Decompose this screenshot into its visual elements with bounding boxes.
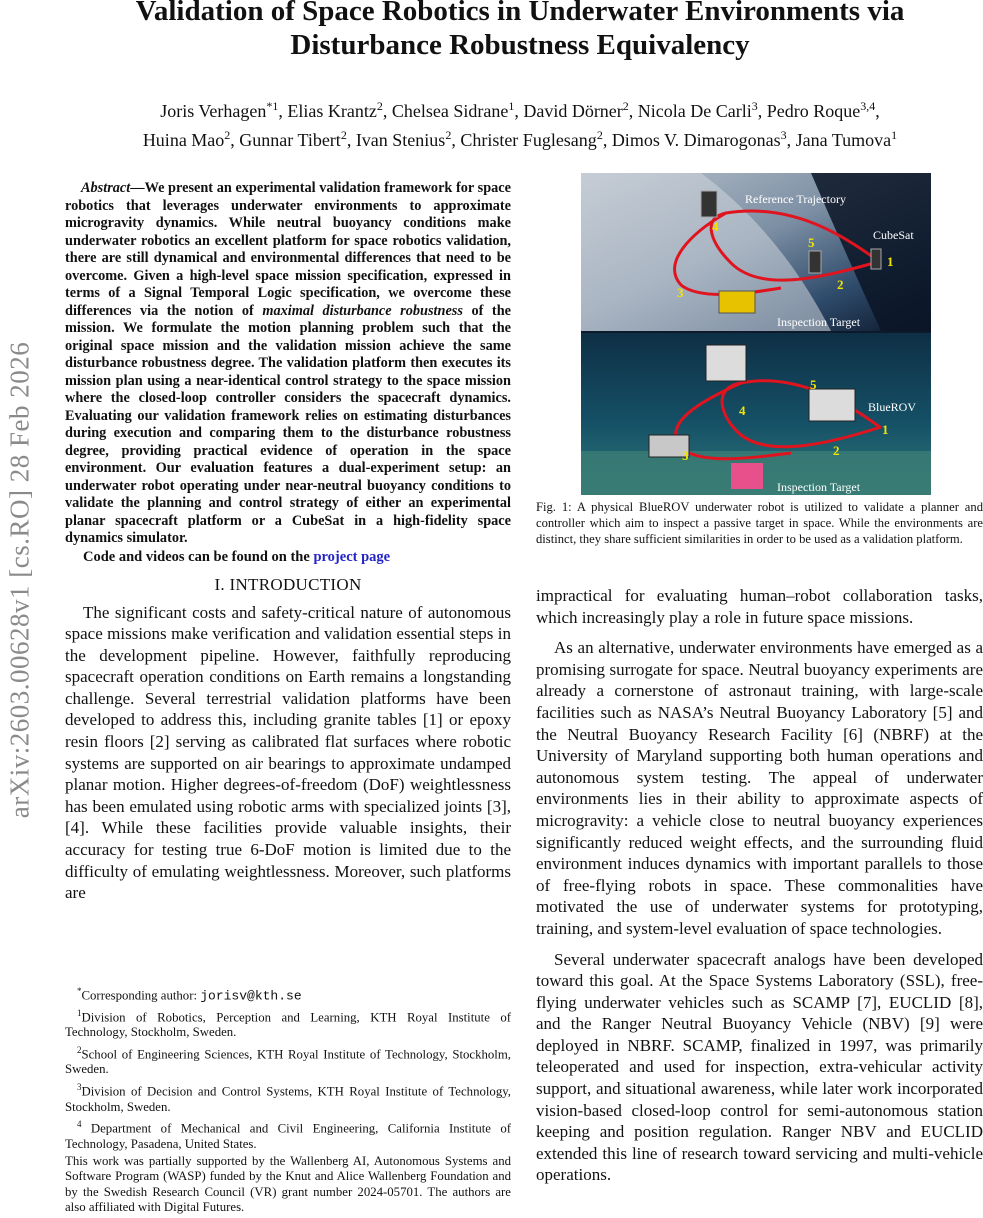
footnote-marker: 4 — [77, 1118, 82, 1129]
paper-title: Validation of Space Robotics in Underwater Environments via Disturbance Robustness Equivalency — [135, 0, 905, 61]
author-affiliation-marker: 2 — [340, 128, 347, 142]
code-availability — [65, 549, 511, 566]
right-column — [536, 585, 983, 1195]
bluerov-pose-4 — [706, 345, 746, 381]
author-affiliation-marker: 2 — [376, 99, 383, 113]
footnote-marker: 1 — [77, 1007, 82, 1018]
figure-1 — [581, 173, 931, 495]
footnote-text: Corresponding author: — [81, 988, 201, 1003]
abstract — [65, 180, 511, 548]
spacecraft-pose-4 — [701, 191, 717, 217]
author-name: Pedro Roque — [766, 101, 861, 121]
waypoint-1-space: 1 — [887, 254, 894, 269]
corresponding-email[interactable]: jorisv@kth.se — [200, 988, 302, 1004]
author-affiliation-marker: 2 — [622, 99, 629, 113]
waypoint-2-underwater: 2 — [833, 443, 840, 458]
footnote-marker: 3 — [77, 1081, 82, 1092]
cubesat-shape — [871, 249, 881, 269]
label-cubesat: CubeSat — [873, 228, 914, 242]
author-affiliation-marker: 3 — [780, 128, 787, 142]
footnote-text: Division of Decision and Control Systems, KTH Royal Institute of Technology, Stockholm, Sweden. — [65, 1084, 511, 1114]
author-affiliation-marker: 1 — [891, 128, 898, 142]
author-name: Huina Mao — [142, 130, 225, 150]
footnote-affiliation-2 — [65, 1043, 511, 1078]
author-affiliation-marker: 3,4 — [860, 99, 876, 113]
bluerov-pose-5 — [809, 389, 855, 421]
waypoint-5-underwater: 5 — [810, 377, 817, 392]
abstract-emphasis: maximal disturbance robustness — [262, 302, 463, 319]
abstract-label: Abstract — [81, 180, 131, 196]
waypoint-1-underwater: 1 — [882, 422, 889, 437]
author-name: David Dörner — [523, 101, 623, 121]
author-name: Gunnar Tibert — [239, 130, 341, 150]
author-name: Elias Krantz — [287, 101, 377, 121]
figure-1-illustration — [581, 173, 931, 495]
author-name: Jana Tumova — [795, 130, 892, 150]
intro-paragraph-1-continued: impractical for evaluating human–robot collaboration tasks, which increasingly play a role in future space missions. — [536, 586, 983, 627]
waypoint-3-underwater: 3 — [682, 448, 689, 463]
section-heading-introduction: I. INTRODUCTION — [214, 574, 362, 594]
waypoint-2-space: 2 — [837, 277, 844, 292]
intro-paragraph-1: The significant costs and safety-critical nature of autonomous space missions make verification and validation essential steps in the development pipeline. However, faithfully reproducing spacecraft operation conditions on Earth remains a longstanding challenge. Several terrestrial validation platforms have been developed to address this, including granite tables [1] or epoxy resin floors [2] serving as calibrated flat surfaces where robotic systems are supported on air bearings to approximate undamped planar motion. Higher degrees-of-freedom (DoF) weightlessness has been emulated using robotic arms with specialized joints [3], [4]. While these facilities provide valuable insights, their accuracy for testing true 6-DoF motion is limited due to the difficulty of emulating weightlessness. Moreover, such platforms are — [65, 602, 511, 903]
author-affiliation-marker: 2 — [596, 128, 603, 142]
waypoint-4-underwater: 4 — [739, 403, 746, 418]
author-name: Nicola De Carli — [637, 101, 752, 121]
label-inspection-target-space: Inspection Target — [777, 315, 861, 329]
author-name: Christer Fuglesang — [460, 130, 597, 150]
label-reference-trajectory: Reference Trajectory — [745, 192, 846, 206]
arxiv-sidebar — [0, 250, 40, 910]
author-affiliation-marker: *1 — [266, 99, 279, 113]
footnote-corresponding — [65, 984, 511, 1004]
footnote-text: Department of Mechanical and Civil Engineering, California Institute of Technology, Pasadena, United States. — [65, 1121, 511, 1151]
author-affiliation-marker: 3 — [751, 99, 758, 113]
code-availability-text: Code and videos can be found on the — [83, 548, 314, 565]
author-name: Ivan Stenius — [355, 130, 446, 150]
project-page-link[interactable]: project page — [313, 548, 391, 565]
label-bluerov: BlueROV — [868, 400, 916, 414]
intro-paragraph-2: As an alternative, underwater environments have emerged as a promising surrogate for space. Neutral buoyancy experiments are already a cornerstone of astronaut training, with large-scale facilities such as NASA’s Neutral Buoyancy Laboratory [5] and the Neutral Buoyancy Research Facility [6] (NBRF) at the University of Maryland supporting both human operations and autonomous system testing. The appeal of underwater environments lies in their ability to approximate aspects of microgravity: a vehicle close to neutral buoyancy experiences significantly reduced weight effects, and the surrounding fluid environment induces dynamics with important parallels to those of free-flying robots in space. These commonalities have motivated the use of underwater systems for prototyping, training, and system-level evaluation of space technologies. — [536, 638, 983, 938]
abstract-text-1: We present an experimental validation framework for space robotics that leverages underwater environments to approximate microgravity dynamics. While neutral buoyancy conditions make underwater robotics an excellent platform for space robotics validation, there are still dynamical and environmental differences that need to be overcome. Given a high-level space mission specification, expressed in terms of a Signal Temporal Logic specification, we overcome these differences via the notion of — [65, 180, 511, 319]
spacecraft-pose-2 — [809, 251, 821, 273]
intro-paragraph-3: Several underwater spacecraft analogs have been developed toward this goal. At the Space Systems Laboratory (SSL), free-flying underwater vehicles such as SCAMP [7], EUCLID [8], and the Ranger Neutral Buoyancy Vehicle (NBV) [9] were deployed in NBRF. SCAMP, finalized in 1997, was primarily teleoperated and used for inspection, extra-vehicular activity support, and situational awareness, while later work incorporated vision-based closed-loop control for semi-autonomous station keeping and position regulation. Ranger NBV and EUCLID extended this line of research toward servicing and multi-vehicle operations. — [536, 949, 983, 1185]
author-affiliation-marker: 1 — [508, 99, 515, 113]
author-name: Joris Verhagen — [160, 101, 267, 121]
author-list: Joris Verhagen$^{*1}$, Elias Krantz$^2$, Chelsea Sidrane$^1$, David Dörner$^2$, Nicola De Carli$^3$, Pedro Roque$^{3,4}$, Huina Mao$^2$, Gunnar Tibert$^2$, Ivan Stenius$^2$, Christer Fuglesang$^2$, Dimos V. Dimarogonas$^3$, Jana Tumova$^1$ — [142, 99, 898, 150]
author-name: Chelsea Sidrane — [391, 101, 509, 121]
figure-1-caption: Fig. 1: A physical BlueROV underwater robot is utilized to validate a planner and controller which aim to inspect a passive target in space. While the environments are distinct, they share sufficient similarities in order to be used as a validation platform. — [536, 500, 983, 546]
footnote-affiliation-3 — [65, 1080, 511, 1115]
author-name: Dimos V. Dimarogonas — [611, 130, 781, 150]
waypoint-5-space: 5 — [808, 235, 815, 250]
footnote-funding: This work was partially supported by the Wallenberg AI, Autonomous Systems and Software Program (WASP) funded by the Knut and Alice Wallenberg Foundation and by the Swedish Research Council (VR) grant number 2024-05701. The authors are also affiliated with Digital Futures. — [65, 1153, 511, 1215]
left-column — [65, 180, 511, 904]
abstract-dash: — — [130, 180, 145, 196]
arxiv-identifier: arXiv:2603.00628v1 [cs.RO] 28 Feb 2026 — [4, 341, 35, 819]
footnote-marker: * — [77, 986, 82, 996]
label-inspection-target-underwater: Inspection Target — [777, 480, 861, 494]
footnote-text: School of Engineering Sciences, KTH Royal Institute of Technology, Stockholm, Sweden. — [65, 1047, 511, 1077]
author-affiliation-marker: 2 — [224, 128, 231, 142]
footnote-affiliation-4 — [65, 1117, 511, 1152]
footnotes — [65, 984, 511, 1218]
waypoint-4-space: 4 — [712, 219, 719, 234]
inspection-target-space — [719, 291, 755, 313]
footnote-marker: 2 — [77, 1044, 82, 1055]
footnote-affiliation-1 — [65, 1006, 511, 1041]
waypoint-3-space: 3 — [677, 285, 684, 300]
abstract-text-2: of the mission. We formulate the motion planning problem such that the original space mission and the validation mission achieve the same disturbance robustness degree. The validation platform then executes its mission plan using a near-identical control strategy to the space mission where the closed-loop controller considers the spacecraft dynamics. Evaluating our validation framework relies on estimating disturbances during execution and comparing them to the disturbance robustness degree, providing practical evidence of operation in the space environment. Our evaluation features a dual-experiment setup: an underwater robot operating under near-neutral buoyancy conditions to validate the planning and control strategy of either an experimental planar spacecraft platform or a CubeSat in a high-fidelity space dynamics simulator. — [65, 302, 511, 546]
footnote-text: Division of Robotics, Perception and Learning, KTH Royal Institute of Technology, Stockholm, Sweden. — [65, 1009, 511, 1040]
author-affiliation-marker: 2 — [445, 128, 452, 142]
inspection-target-underwater — [731, 463, 763, 489]
